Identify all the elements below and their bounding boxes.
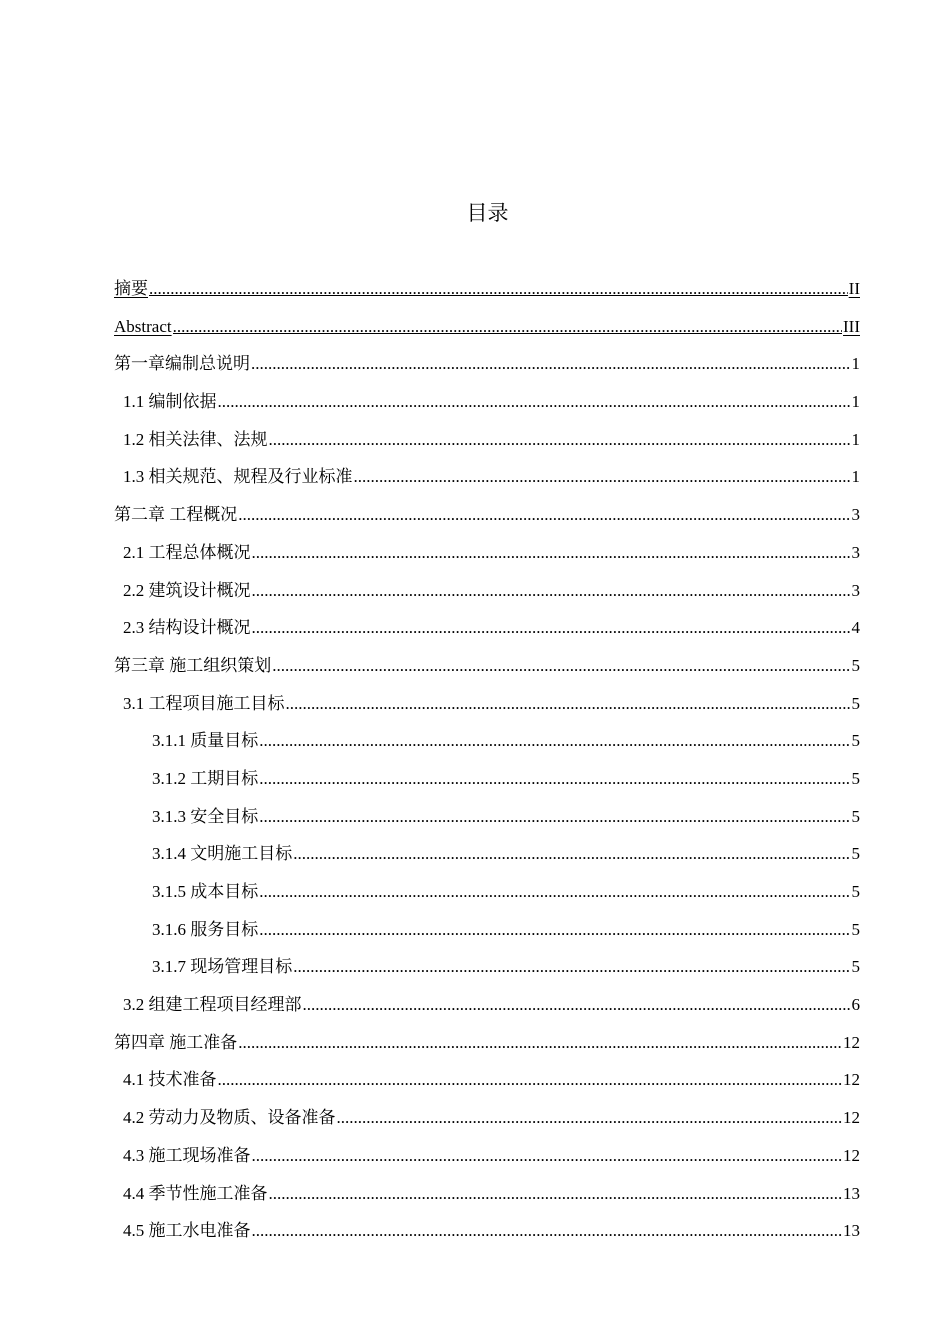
toc-page-number: 12: [843, 1070, 860, 1090]
toc-entry[interactable]: [114, 1179, 860, 1217]
toc-entry-label: 3.1.7 现场管理目标: [152, 957, 293, 977]
toc-entry[interactable]: [114, 990, 860, 1028]
toc-page-number: 3: [851, 580, 860, 600]
toc-dot-leader: [238, 1028, 842, 1058]
toc-page-number: 12: [843, 1108, 860, 1128]
toc-entry-label: 2.2 建筑设计概况: [123, 580, 251, 600]
toc-page-number: 6: [851, 995, 860, 1015]
toc-entry-label: 第二章 工程概况: [114, 505, 238, 525]
toc-dot-leader: [252, 613, 851, 643]
toc-dot-leader: [252, 576, 851, 606]
table-of-contents: [114, 274, 860, 1254]
toc-page-number: 3: [851, 505, 860, 525]
toc-page-number: 5: [851, 844, 860, 864]
toc-entry[interactable]: [114, 1028, 860, 1066]
toc-page-number: 5: [851, 957, 860, 977]
toc-entry-label: 第三章 施工组织策划: [114, 655, 272, 675]
toc-entry[interactable]: [114, 1141, 860, 1179]
toc-page-number: 5: [851, 882, 860, 901]
toc-dot-leader: [259, 877, 850, 907]
toc-dot-leader: [269, 1179, 843, 1209]
toc-entry-label: 3.1.5 成本目标: [152, 882, 259, 901]
toc-page-number: 1: [851, 429, 860, 449]
toc-entry[interactable]: [114, 274, 860, 312]
toc-entry[interactable]: [114, 689, 860, 727]
toc-dot-leader: [173, 312, 842, 334]
toc-page-number: 5: [851, 693, 860, 713]
toc-dot-leader: [149, 274, 848, 296]
toc-entry-label: 1.1 编制依据: [123, 392, 217, 412]
toc-entry[interactable]: [114, 726, 860, 764]
toc-page-number: 4: [851, 618, 860, 638]
toc-entry[interactable]: [114, 802, 860, 840]
toc-page-number: 12: [843, 1032, 860, 1052]
toc-page-number: 5: [851, 919, 860, 939]
toc-dot-leader: [259, 726, 850, 756]
toc-entry-label: 3.1.6 服务目标: [152, 919, 259, 939]
toc-entry-label: 第一章编制总说明: [114, 354, 250, 374]
toc-page-number: 13: [843, 1221, 860, 1241]
toc-dot-leader: [286, 689, 851, 719]
toc-entry-label: 3.1.3 安全目标: [152, 806, 259, 826]
toc-entry-label: 3.1 工程项目施工目标: [123, 693, 285, 713]
toc-dot-leader: [272, 651, 850, 681]
toc-entry-label: 4.3 施工现场准备: [123, 1145, 251, 1165]
toc-entry-label: 2.3 结构设计概况: [123, 618, 251, 638]
toc-entry[interactable]: [114, 576, 860, 614]
toc-page-number: 5: [851, 806, 860, 826]
toc-dot-leader: [354, 462, 851, 492]
toc-page-number: 5: [851, 731, 860, 751]
toc-entry[interactable]: [114, 500, 860, 538]
toc-dot-leader: [269, 425, 851, 455]
toc-entry[interactable]: [114, 839, 860, 877]
toc-entry[interactable]: [114, 312, 860, 350]
toc-entry-label: 3.1.1 质量目标: [152, 731, 259, 751]
toc-entry-label: Abstract: [114, 316, 172, 336]
toc-dot-leader: [337, 1103, 843, 1133]
toc-page-number: 12: [843, 1145, 860, 1165]
toc-dot-leader: [303, 990, 851, 1020]
toc-entry[interactable]: [114, 425, 860, 463]
toc-entry[interactable]: [114, 1216, 860, 1254]
toc-entry[interactable]: [114, 1103, 860, 1141]
toc-page-number: 5: [851, 655, 860, 675]
toc-entry[interactable]: [114, 952, 860, 990]
toc-page-number: 1: [851, 467, 860, 487]
toc-page-number: 13: [843, 1183, 860, 1203]
toc-entry-label: 4.2 劳动力及物质、设备准备: [123, 1108, 336, 1128]
toc-dot-leader: [259, 915, 850, 945]
toc-dot-leader: [218, 1065, 843, 1095]
toc-entry[interactable]: [114, 349, 860, 387]
toc-entry-label: 2.1 工程总体概况: [123, 542, 251, 562]
toc-entry-label: 第四章 施工准备: [114, 1032, 238, 1052]
toc-entry[interactable]: [114, 613, 860, 651]
toc-dot-leader: [251, 349, 851, 379]
toc-page-number: 3: [851, 542, 860, 562]
toc-entry-label: 摘要: [114, 279, 148, 298]
toc-entry-label: 1.2 相关法律、法规: [123, 429, 268, 449]
toc-dot-leader: [252, 1216, 843, 1246]
toc-entry[interactable]: [114, 462, 860, 500]
toc-entry[interactable]: [114, 538, 860, 576]
toc-title: 目录: [466, 201, 509, 225]
toc-entry-label: 1.3 相关规范、规程及行业标准: [123, 467, 353, 487]
toc-entry-label: 4.5 施工水电准备: [123, 1221, 251, 1241]
toc-dot-leader: [252, 1141, 843, 1171]
toc-page-number: 1: [851, 354, 860, 374]
toc-dot-leader: [238, 500, 850, 530]
toc-dot-leader: [252, 538, 851, 568]
toc-entry[interactable]: [114, 387, 860, 425]
toc-dot-leader: [218, 387, 851, 417]
toc-entry-label: 3.1.2 工期目标: [152, 768, 259, 788]
toc-page-number: 1: [851, 392, 860, 412]
toc-entry-label: 3.1.4 文明施工目标: [152, 844, 293, 864]
toc-entry[interactable]: [114, 651, 860, 689]
toc-dot-leader: [293, 839, 850, 869]
toc-dot-leader: [259, 764, 850, 794]
toc-page-number: 5: [851, 768, 860, 788]
toc-page-number: II: [848, 279, 860, 298]
toc-dot-leader: [293, 952, 850, 982]
toc-page-number: III: [843, 316, 860, 336]
toc-entry[interactable]: [114, 1065, 860, 1103]
toc-entry[interactable]: [114, 915, 860, 953]
toc-entry-label: 3.2 组建工程项目经理部: [123, 995, 302, 1015]
toc-dot-leader: [259, 802, 850, 832]
toc-entry[interactable]: [114, 877, 860, 915]
toc-entry-label: 4.1 技术准备: [123, 1070, 217, 1090]
toc-entry-label: 4.4 季节性施工准备: [123, 1183, 268, 1203]
toc-entry[interactable]: [114, 764, 860, 802]
